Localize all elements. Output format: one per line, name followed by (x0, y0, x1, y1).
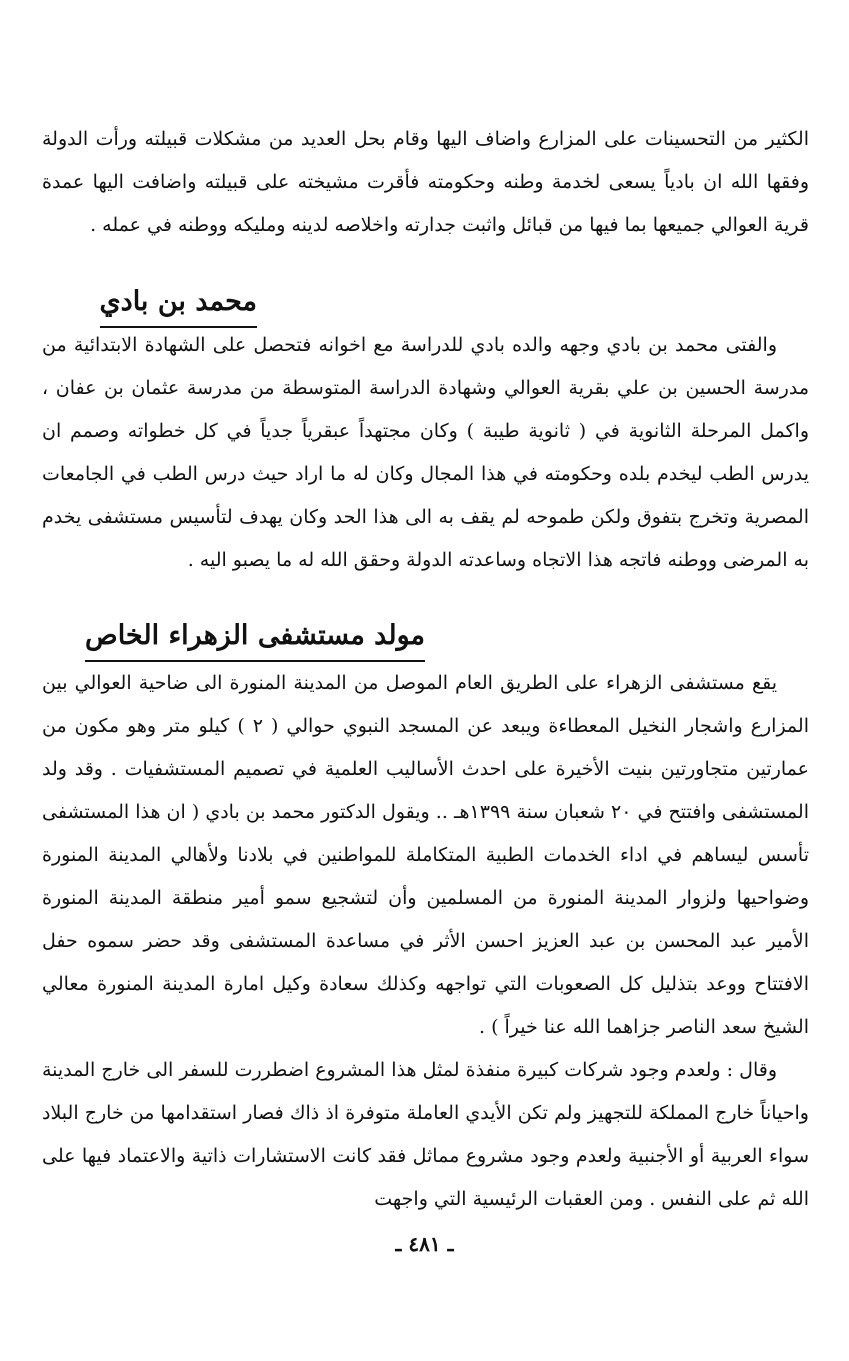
section2-paragraph-2: وقال : ولعدم وجود شركات كبيرة منفذة لمثل هذا المشروع اضطررت للسفر الى خارج المدينة واحياناً خارج المملكة للتجهيز ولم تكن الأيدي العاملة متوفرة اذ ذاك فصار استقدامها من خارج البلاد سواء العربية أو الأجنبية ولعدم وجود مشروع مماثل فقد كانت الاستشارات ذاتية والاعتماد فيها على الله ثم على النفس . ومن العقبات الرئيسية التي واجهت (42, 1059, 809, 1210)
section2-block (42, 662, 809, 1221)
section-heading-text: مولد مستشفى الزهراء الخاص (85, 616, 425, 662)
section2-paragraph-1: يقع مستشفى الزهراء على الطريق العام الموصل من المدينة المنورة الى ضاحية العوالي بين المزارع واشجار النخيل المعطاءة ويبعد عن المسجد النبوي حوالي ( ٢ ) كيلو متر وهو مكون من عمارتين متجاورتين بنيت الأخيرة على احدث الأساليب العلمية في تصميم المستشفيات . وقد ولد المستشفى وافتتح في ٢٠ شعبان سنة ١٣٩٩هـ .. ويقول الدكتور محمد بن بادي ( ان هذا المستشفى تأسس ليساهم في اداء الخدمات الطبية المتكاملة للمواطنين في بلادنا ولأهالي المدينة المنورة وضواحيها ولزوار المدينة المنورة من المسلمين وأن لتشجيع سمو أمير منطقة المدينة المنورة الأمير عبد المحسن بن عبد العزيز احسن الأثر في مساعدة المستشفى وقد حضر سموه حفل الافتتاح ووعد بتذليل كل الصعوبات التي تواجهه وكذلك سعادة وكيل امارة المدينة المنورة معالي الشيخ سعد الناصر جزاهما الله عنا خيراً ) . (42, 672, 809, 1038)
section-heading-text: محمد بن بادي (100, 282, 257, 328)
section-heading-mohammed-bin-badi (100, 282, 257, 328)
section-heading-al-zahra-hospital (85, 616, 425, 662)
page-number: ـ ٤٨١ ـ (395, 1232, 454, 1256)
section1-paragraph: والفتى محمد بن بادي وجهه والده بادي للدراسة مع اخوانه فتحصل على الشهادة الابتدائية من مدرسة الحسين بن علي بقرية العوالي وشهادة الدراسة المتوسطة من مدرسة عثمان بن عفان ، واكمل المرحلة الثانوية في ( ثانوية طيبة ) وكان مجتهداً عبقرياً جدياً في كل خطواته وصمم ان يدرس الطب ليخدم بلده وحكومته في هذا المجال وكان له ما اراد حيث درس الطب في الجامعات المصرية وتخرج بتفوق ولكن طموحه لم يقف به الى هذا الحد وكان يهدف لتأسيس مستشفى يخدم به المرضى ووطنه فاتجه هذا الاتجاه وساعدته الدولة وحقق الله له ما يصبو اليه . (42, 334, 809, 571)
section1-block (42, 324, 809, 582)
intro-block (42, 118, 809, 247)
intro-paragraph: الكثير من التحسينات على المزارع واضاف اليها وقام بحل العديد من مشكلات قبيلته ورأت الدولة وفقها الله ان بادياً يسعى لخدمة وطنه وحكومته فأقرت مشيخته على قبيلته واضافت اليها عمدة قرية العوالي جميعها بما فيها من قبائل واثبت جدارته واخلاصه لدينه ومليكه ووطنه في عمله . (42, 128, 809, 236)
